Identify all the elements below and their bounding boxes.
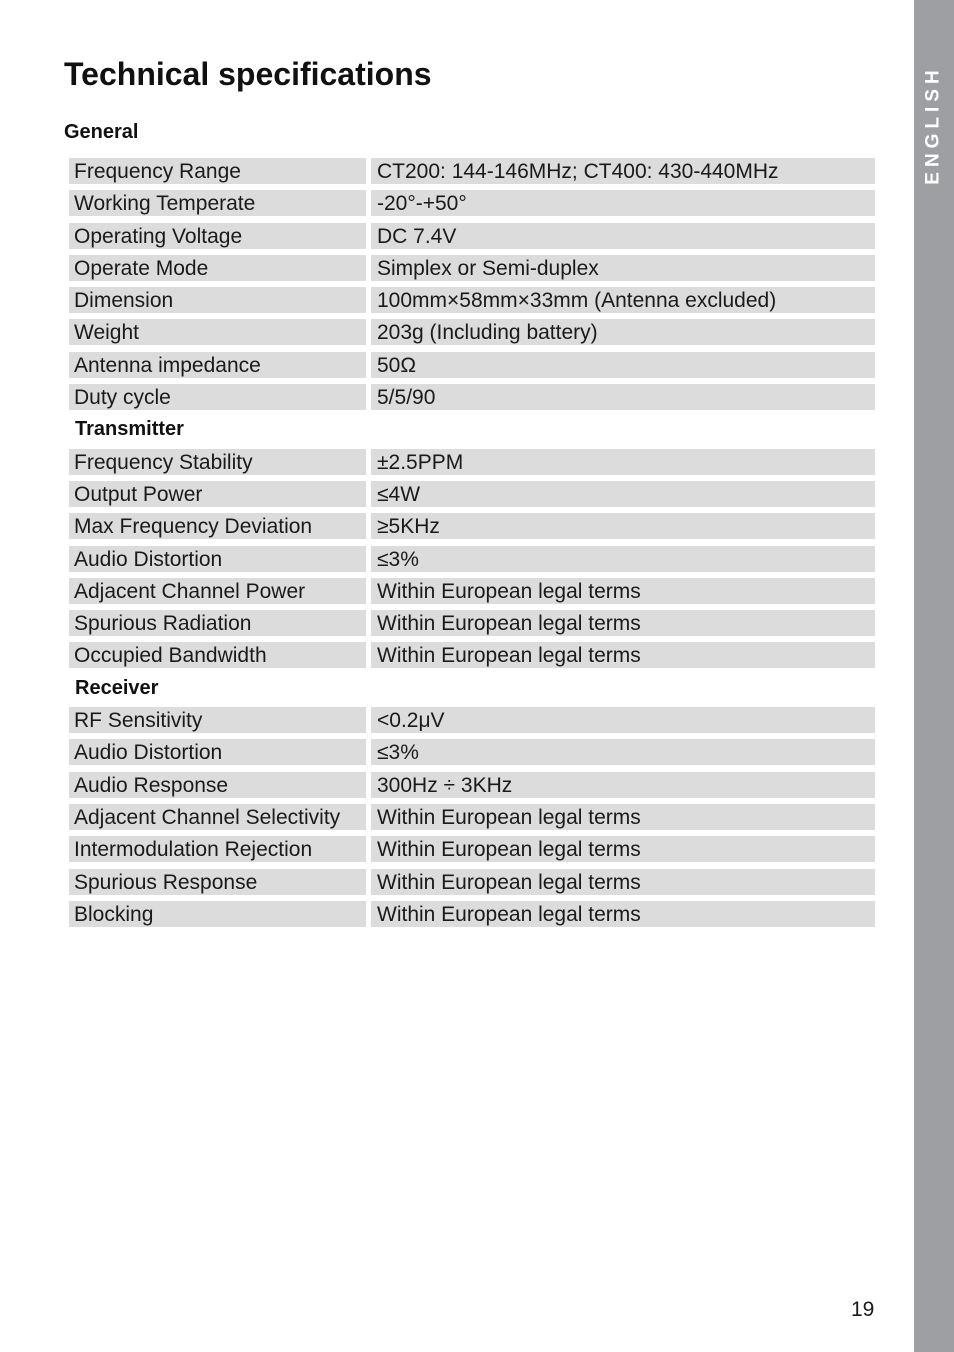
spec-label: Output Power bbox=[69, 481, 366, 507]
spec-value: Within European legal terms bbox=[371, 836, 875, 862]
spec-label: Blocking bbox=[69, 901, 366, 927]
spec-value: 100mm×58mm×33mm (Antenna excluded) bbox=[371, 287, 875, 313]
spec-label: Intermodulation Rejection bbox=[69, 836, 366, 862]
spec-row bbox=[69, 546, 875, 572]
spec-label: Duty cycle bbox=[69, 384, 366, 410]
spec-row bbox=[69, 190, 875, 216]
spec-label: Occupied Bandwidth bbox=[69, 642, 366, 668]
spec-label: Adjacent Channel Power bbox=[69, 578, 366, 604]
spec-label: Operating Voltage bbox=[69, 223, 366, 249]
transmitter-heading: Transmitter bbox=[75, 418, 184, 441]
spec-value: 5/5/90 bbox=[371, 384, 875, 410]
spec-table bbox=[69, 158, 875, 933]
general-heading: General bbox=[64, 121, 139, 143]
spec-row bbox=[69, 287, 875, 313]
spec-row bbox=[69, 869, 875, 895]
spec-value: <0.2μV bbox=[371, 707, 875, 733]
spec-row bbox=[69, 384, 875, 410]
spec-value: Simplex or Semi-duplex bbox=[371, 255, 875, 281]
spec-row bbox=[69, 255, 875, 281]
spec-row bbox=[69, 223, 875, 249]
receiver-heading: Receiver bbox=[75, 676, 159, 699]
spec-label: Audio Response bbox=[69, 772, 366, 798]
spec-value: ≤3% bbox=[371, 739, 875, 765]
spec-value: ±2.5PPM bbox=[371, 449, 875, 475]
spec-value: CT200: 144-146MHz; CT400: 430-440MHz bbox=[371, 158, 875, 184]
spec-value: Within European legal terms bbox=[371, 804, 875, 830]
spec-row bbox=[69, 610, 875, 636]
spec-row bbox=[69, 901, 875, 927]
spec-value: ≥5KHz bbox=[371, 513, 875, 539]
spec-label: Weight bbox=[69, 319, 366, 345]
spec-row bbox=[69, 578, 875, 604]
spec-row bbox=[69, 642, 875, 668]
spec-row bbox=[69, 352, 875, 378]
spec-row bbox=[69, 772, 875, 798]
spec-value: ≤3% bbox=[371, 546, 875, 572]
spec-value: ≤4W bbox=[371, 481, 875, 507]
spec-row bbox=[69, 158, 875, 184]
spec-value: Within European legal terms bbox=[371, 578, 875, 604]
spec-row bbox=[69, 836, 875, 862]
spec-label: RF Sensitivity bbox=[69, 707, 366, 733]
page-number: 19 bbox=[851, 1298, 875, 1321]
spec-value: Within European legal terms bbox=[371, 901, 875, 927]
spec-label: Working Temperate bbox=[69, 190, 366, 216]
spec-label: Frequency Stability bbox=[69, 449, 366, 475]
page-title: Technical specifications bbox=[64, 56, 432, 92]
spec-label: Dimension bbox=[69, 287, 366, 313]
spec-label: Operate Mode bbox=[69, 255, 366, 281]
language-side-tab bbox=[914, 0, 954, 1352]
spec-label: Adjacent Channel Selectivity bbox=[69, 804, 366, 830]
spec-row bbox=[69, 739, 875, 765]
spec-label: Spurious Radiation bbox=[69, 610, 366, 636]
spec-label: Spurious Response bbox=[69, 869, 366, 895]
spec-value: Within European legal terms bbox=[371, 869, 875, 895]
spec-value: Within European legal terms bbox=[371, 642, 875, 668]
spec-row bbox=[69, 449, 875, 475]
spec-label: Max Frequency Deviation bbox=[69, 513, 366, 539]
spec-row bbox=[69, 481, 875, 507]
spec-value: Within European legal terms bbox=[371, 610, 875, 636]
spec-value: 203g (Including battery) bbox=[371, 319, 875, 345]
spec-label: Audio Distortion bbox=[69, 546, 366, 572]
language-tab-label: ENGLISH bbox=[923, 65, 945, 185]
spec-row bbox=[69, 319, 875, 345]
spec-row bbox=[69, 513, 875, 539]
spec-label: Audio Distortion bbox=[69, 739, 366, 765]
spec-label: Antenna impedance bbox=[69, 352, 366, 378]
spec-row bbox=[69, 707, 875, 733]
spec-row bbox=[69, 804, 875, 830]
spec-value: 300Hz ÷ 3KHz bbox=[371, 772, 875, 798]
spec-value: 50Ω bbox=[371, 352, 875, 378]
spec-value: -20°-+50° bbox=[371, 190, 875, 216]
spec-label: Frequency Range bbox=[69, 158, 366, 184]
spec-value: DC 7.4V bbox=[371, 223, 875, 249]
